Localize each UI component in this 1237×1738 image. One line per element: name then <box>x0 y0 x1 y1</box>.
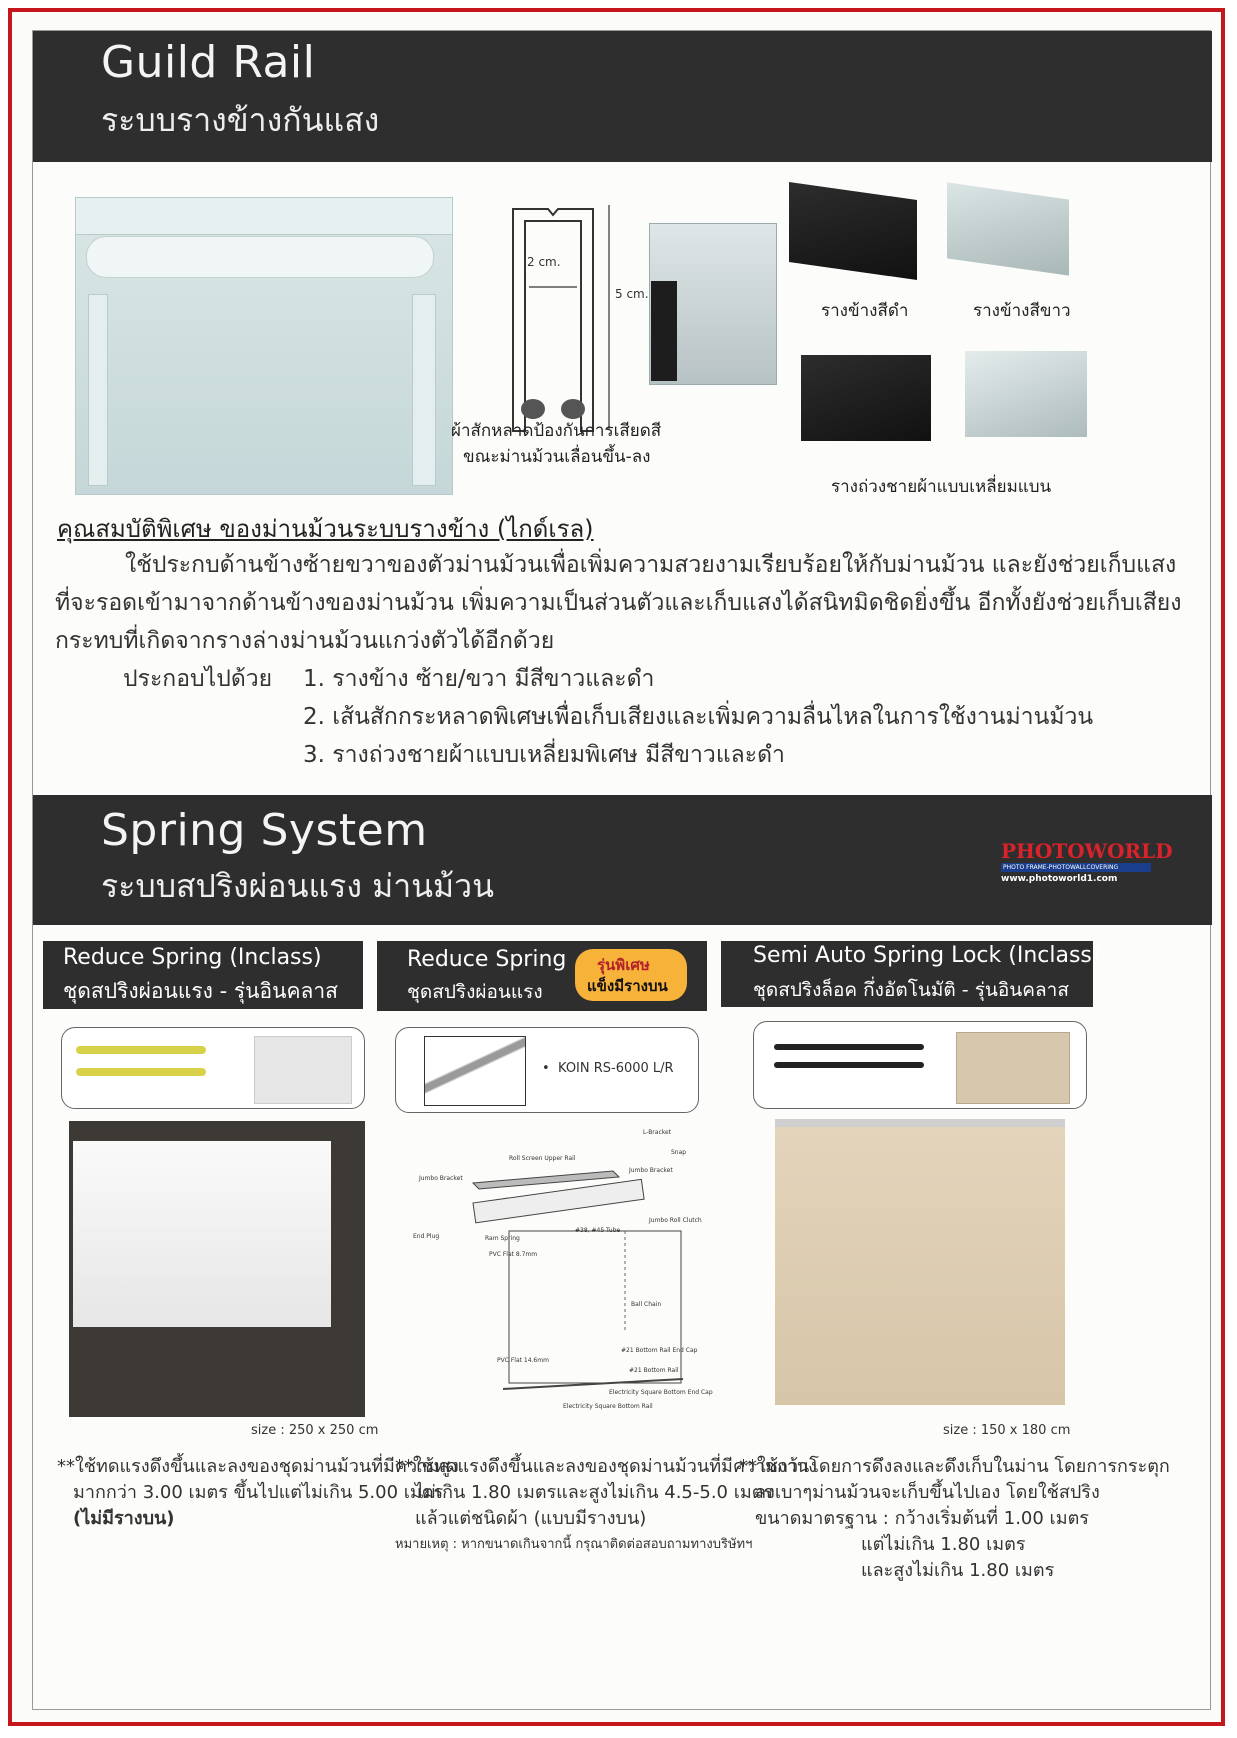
semi-auto-spring-parts-box <box>753 1021 1087 1109</box>
white-bottom-rail-photo <box>965 351 1087 437</box>
cassette-top <box>76 198 452 235</box>
reduce-spring-note-2: ไม่เกิน 1.80 เมตรและสูงไม่เกิน 4.5-5.0 เมตร <box>415 1482 774 1503</box>
black-bottom-rail-photo <box>801 355 931 441</box>
diagram-label: PVC Flat 14.6mm <box>497 1357 549 1364</box>
features-item-2: 2. เส้นสักกระหลาดพิเศษเพื่อเก็บเสียงและเพิ่มความลื่นไหลในการใช้งานม่านม้วน <box>303 704 1094 730</box>
features-para-1: ใช้ประกบด้านข้างซ้ายขวาของตัวม่านม้วนเพื่อเพิ่มความสวยงามเรียบร้อยให้กับม่านม้วน และยังช่วยเก็บแสง <box>125 552 1177 578</box>
semi-auto-spring-header <box>721 941 1101 1007</box>
semi-auto-spring-note-4: แต่ไม่เกิน 1.80 เมตร <box>861 1534 1026 1555</box>
badge-line-2: แข็งมีรางบน <box>587 977 668 995</box>
brush-caption-2: ขณะม่านม้วนเลื่อนขึ้น-ลง <box>463 447 651 467</box>
reduce-spring-note-1: **ใช้ทดแรงดึงขึ้นและลงของชุดม่านม้วนที่มีความกว้าง <box>395 1456 817 1477</box>
diagram-labels <box>413 1121 713 1421</box>
semi-auto-spring-name: Semi Auto Spring Lock (Inclass) <box>753 943 1101 968</box>
diagram-label: End Plug <box>413 1233 440 1240</box>
diagram-label: #21 Bottom Rail End Cap <box>621 1347 698 1354</box>
beige-blind-mini <box>956 1032 1070 1104</box>
diagram-label: Snap <box>671 1149 687 1156</box>
spring-system-header <box>33 795 1212 925</box>
diagram-label: PVC Flat 8.7mm <box>489 1251 538 1258</box>
roller-tube <box>86 236 434 278</box>
yellow-spring-rod-1 <box>76 1046 206 1054</box>
spring-rod-photo <box>424 1036 526 1106</box>
guild-rail-title: Guild Rail <box>101 37 316 88</box>
diagram-label: Jumbo Roll Clutch <box>649 1217 702 1224</box>
reduce-spring-remark: หมายเหตุ : หากขนาดเกินจากนี้ กรุณาติดต่อสอบถามทางบริษัทฯ <box>395 1537 753 1552</box>
dimension-height: 5 cm. <box>615 287 649 301</box>
semi-auto-spring-photo <box>775 1119 1065 1405</box>
reduce-spring-model: KOIN RS-6000 L/R <box>558 1061 674 1076</box>
reduce-spring-header <box>377 941 707 1011</box>
dark-spring-rod-2 <box>774 1062 924 1068</box>
dimension-width: 2 cm. <box>527 255 561 269</box>
guild-rail-subtitle: ระบบรางข้างกันแสง <box>101 101 380 139</box>
dark-spring-rod-1 <box>774 1044 924 1050</box>
bullet-dot: • <box>542 1061 550 1076</box>
reduce-spring-inclass-photo <box>69 1121 365 1417</box>
logo-url: www.photoworld1.com <box>1001 874 1118 884</box>
diagram-label: #21 Bottom Rail <box>629 1367 679 1374</box>
reduce-spring-inclass-size: size : 250 x 250 cm <box>251 1423 379 1438</box>
spring-system-title: Spring System <box>101 805 428 856</box>
diagram-label: Electricity Square Bottom Rail <box>563 1403 653 1410</box>
guild-rail-header <box>33 31 1212 162</box>
label-bottom-rail: รางถ่วงชายผ้าแบบเหลี่ยมแบน <box>831 477 1052 497</box>
rail-cross-section-diagram <box>493 199 653 439</box>
features-item-3: 3. รางถ่วงชายผ้าแบบเหลี่ยมพิเศษ มีสีขาวและดำ <box>303 742 785 768</box>
logo-main: PHOTOWORLD <box>1001 839 1173 863</box>
special-edition-badge <box>575 949 687 1001</box>
page-frame <box>8 8 1225 1726</box>
features-item-1: 1. รางข้าง ซ้าย/ขวา มีสีขาวและดำ <box>303 666 655 692</box>
white-roller-blind <box>73 1141 331 1327</box>
spring-system-subtitle: ระบบสปริงผ่อนแรง ม่านม้วน <box>101 867 494 905</box>
diagram-label: L-Bracket <box>643 1129 672 1136</box>
side-rail-left <box>88 294 108 486</box>
diagram-label: Ball Chain <box>631 1301 662 1308</box>
semi-auto-spring-note-1: **ใช้งานโดยการดึงลงและดึงเก็บในม่าน โดยการกระตุก <box>739 1456 1170 1477</box>
diagram-label: Jumbo Bracket <box>629 1167 673 1174</box>
consists-label: ประกอบไปด้วย <box>123 666 273 692</box>
reduce-spring-note-3: แล้วแต่ชนิดผ้า (แบบมีรางบน) <box>415 1508 647 1529</box>
yellow-spring-rod-2 <box>76 1068 206 1076</box>
diagram-label: Ram Spring <box>485 1235 520 1242</box>
features-para-2: ที่จะรอดเข้ามาจากด้านข้างของม่านม้วน เพิ่มความเป็นส่วนตัวและเก็บแสงได้สนิทมิดชิดยิ่งขึ้น อีกทั้งยังช่วยเก็บเสียง <box>55 590 1182 616</box>
photoworld-logo <box>1001 839 1173 887</box>
diagram-label: Jumbo Bracket <box>419 1175 463 1182</box>
semi-auto-spring-note-5: และสูงไม่เกิน 1.80 เมตร <box>861 1560 1055 1581</box>
semi-auto-spring-name-th: ชุดสปริงล็อค กึ่งอัตโนมัติ - รุ่นอินคลาส <box>753 979 1069 1001</box>
reduce-spring-inclass-parts-box <box>61 1027 365 1109</box>
semi-auto-spring-size: size : 150 x 180 cm <box>943 1423 1071 1438</box>
reduce-spring-inclass-header <box>43 941 363 1009</box>
semi-auto-spring-note-2: ลงเบาๆม่านม้วนจะเก็บขึ้นไปเอง โดยใช้สปริง <box>755 1482 1100 1503</box>
semi-auto-spring-note-3: ขนาดมาตรฐาน : กว้างเริ่มต้นที่ 1.00 เมตร <box>755 1508 1089 1529</box>
features-para-3: กระทบที่เกิดจากรางล่างม่านม้วนแกว่งตัวได้อีกด้วย <box>55 628 555 654</box>
white-side-rail-photo <box>947 182 1069 275</box>
logo-sub: PHOTO FRAME-PHOTOWALLCOVERING <box>1001 863 1151 872</box>
reduce-spring-inclass-name-th: ชุดสปริงผ่อนแรง - รุ่นอินคลาส <box>63 979 338 1003</box>
reduce-spring-inclass-note-1: **ใช้ทดแรงดึงขึ้นและลงของชุดม่านม้วนที่มีความสูง <box>57 1456 459 1477</box>
reduce-spring-inclass-note-3: (ไม่มีรางบน) <box>73 1508 175 1529</box>
badge-line-1: รุ่นพิเศษ <box>597 956 650 974</box>
mini-blind-image <box>254 1036 352 1104</box>
label-white-rail: รางข้างสีขาว <box>973 301 1071 321</box>
label-black-rail: รางข้างสีดำ <box>821 301 909 321</box>
diagram-label: Electricity Square Bottom End Cap <box>609 1389 713 1396</box>
guild-rail-photo <box>75 197 453 495</box>
page-inner <box>32 30 1211 1710</box>
reduce-spring-parts-box <box>395 1027 699 1113</box>
reduce-spring-inclass-note-2: มากกว่า 3.00 เมตร ขึ้นไปแต่ไม่เกิน 5.00 เมตร <box>73 1482 444 1503</box>
diagram-label: Roll Screen Upper Rail <box>509 1155 576 1162</box>
reduce-spring-name: Reduce Spring <box>407 947 567 972</box>
rail-installed-black-side <box>651 281 677 381</box>
brush-caption-1: ผ้าสักหลาดป้องกันการเสียดสี <box>451 421 662 441</box>
reduce-spring-name-th: ชุดสปริงผ่อนแรง <box>407 981 543 1003</box>
reduce-spring-inclass-name: Reduce Spring (Inclass) <box>63 945 322 970</box>
diagram-label: #38, #45 Tube <box>575 1227 621 1234</box>
black-side-rail-photo <box>789 182 917 280</box>
side-rail-right <box>412 294 436 486</box>
features-heading: คุณสมบัติพิเศษ ของม่านม้วนระบบรางข้าง (ไกด์เรล) <box>57 515 594 543</box>
